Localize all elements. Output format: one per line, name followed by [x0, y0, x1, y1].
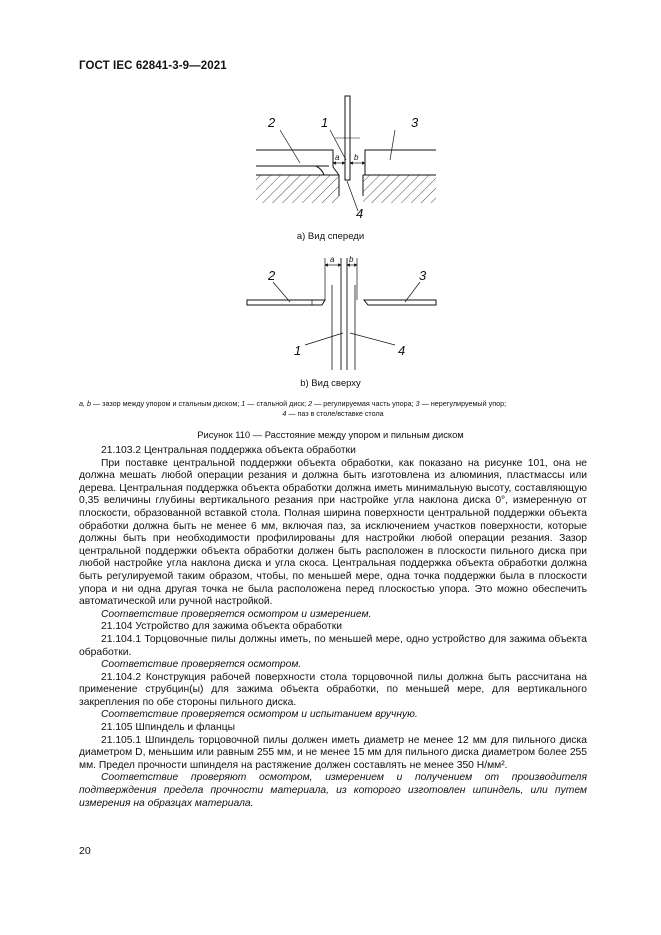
- paragraph: 21.104.2 Конструкция рабочей поверхности стола торцовочной пилы должна быть рассчитана на применение струбцин(ы) для зажима объекта обработки, по меньшей мере, для вертикального закрепления по обе стороны пильного диска.: [79, 671, 587, 708]
- legend-text-1: — зазор между упором и стальным диском;: [91, 399, 242, 408]
- paragraph: 21.103.2 Центральная поддержка объекта обработки: [101, 445, 356, 456]
- paragraph: 21.104.1 Торцовочные пилы должны иметь, по меньшей мере, одно устройство для зажима объекта обработки.: [79, 633, 587, 658]
- legend-text-3: — регулируемая часть упора;: [312, 399, 416, 408]
- figure-title: Рисунок 110 — Расстояние между упором и пильным диском: [197, 429, 464, 440]
- legend-num-4: 4: [282, 409, 287, 418]
- fence-right-top: [364, 300, 436, 305]
- top-label-2: 2: [268, 268, 276, 283]
- paragraph: Соответствие проверяется осмотром и измерением.: [101, 608, 372, 620]
- figure-legend: [79, 399, 587, 419]
- legend-text-2: — стальной диск;: [245, 399, 309, 408]
- front-label-1: 1: [321, 115, 329, 130]
- caption-front-view: a) Вид спереди: [296, 231, 365, 242]
- figure-110: [0, 0, 661, 440]
- legend-num-1: 1: [241, 399, 246, 408]
- top-label-1: 1: [294, 343, 302, 358]
- legend-text-4: — нерегулируемый упор;: [419, 399, 507, 408]
- front-label-2: 2: [268, 115, 276, 130]
- top-label-a: a: [330, 255, 335, 264]
- front-label-b: b: [354, 153, 359, 162]
- front-label-a: a: [335, 153, 340, 162]
- paragraph: 21.104 Устройство для зажима объекта обработки: [101, 621, 342, 633]
- paragraph: 21.105 Шпиндель и фланцы: [101, 722, 236, 734]
- caption-top-view: b) Вид сверху: [300, 378, 361, 389]
- top-label-4: 4: [398, 343, 406, 358]
- legend-ab: a, b: [79, 399, 91, 408]
- legend-num-3: 3: [415, 399, 420, 408]
- paragraph: Соответствие проверяется осмотром и испытанием вручную.: [101, 709, 418, 721]
- paragraph: Соответствие проверяют осмотром, измерением и получением от производителя подтверждения предела прочности материала, из которого изготовлен шпиндель, или путем измерения на образцах материала.: [79, 772, 587, 809]
- paragraph: 21.105.1 Шпиндель торцовочной пилы должен иметь диаметр не менее 12 мм для пильного диска диаметром D, меньшим или равным 255 мм, и не менее 15 мм для пильного диска диаметром более 255 мм. Предел прочности шпинделя на растяжение должен составлять не менее 350 Н/мм².: [79, 734, 587, 771]
- body-text: [79, 445, 587, 810]
- front-label-3: 3: [411, 115, 419, 130]
- top-view: [247, 258, 436, 370]
- page-number: 20: [79, 845, 91, 857]
- front-view: [256, 96, 436, 211]
- legend-text-5: — паз в столе/вставке стола: [286, 409, 384, 418]
- front-label-4: 4: [356, 206, 364, 221]
- legend-num-2: 2: [308, 399, 313, 408]
- top-label-b: b: [349, 255, 354, 264]
- paragraph: Соответствие проверяется осмотром.: [101, 659, 302, 671]
- document-header: ГОСТ IEC 62841-3-9—2021: [79, 60, 227, 72]
- fence-left-top: [247, 300, 325, 305]
- top-label-3: 3: [419, 268, 427, 283]
- paragraph: При поставке центральной поддержки объекта обработки, как показано на рисунке 101, она не должна мешать любой операции резания и должна быть изготовлена из алюминия, пластмассы или дерева. Центральная поддержка объекта обработки должна иметь минимальную высоту, составляющую 0,35 величины глубины вертикального резания при настройке угла наклона диска 0°, измеренную от плоскости, образованной вставкой стола. Полная ширина поверхности центральной поддержки объекта обработки должна быть не менее 6 мм, включая паз, за исключением участков поверхности, которые должны быть при необходимости профилированы для настройки любой операции резания. Зазор центральной поддержки объекта обработки должен быть расположен в плоскости пильного диска при любой настройке угла наклона диска и угла скоса. Центральная поддержка объекта обработки должна быть регулируемой таким образом, чтобы, по меньшей мере, одна точка поддержки была в плоскости упора и ни одна другая точка не была расположена перед плоскостью упора. Это можно обеспечить автоматической или ручной настройкой.: [79, 457, 587, 608]
